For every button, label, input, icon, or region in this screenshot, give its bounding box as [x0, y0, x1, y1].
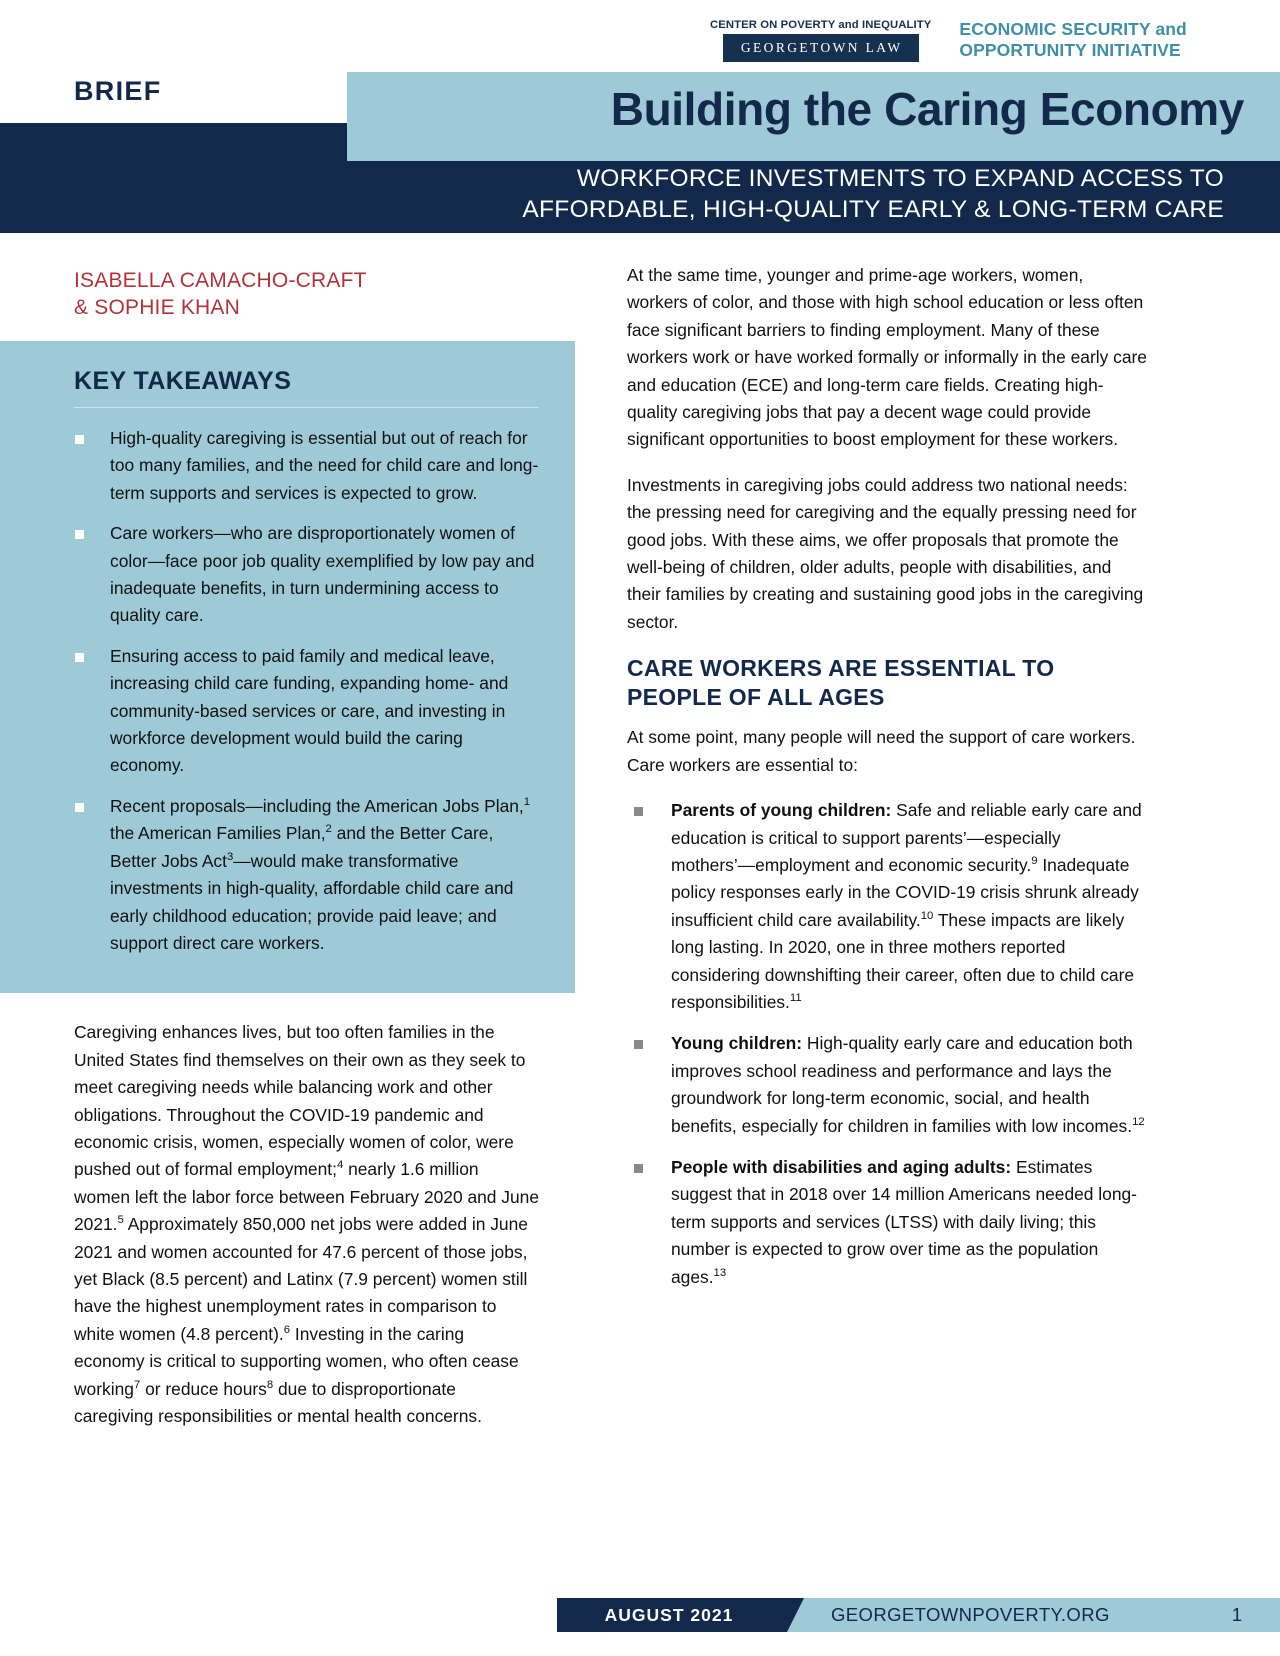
list-item [627, 797, 1147, 1016]
brief-label: BRIEF [74, 76, 162, 106]
list-item-text: Care workers—who are disproportionately women of color—face poor job quality exemplified by low pay and inadequate benefits, in turn undermining access to quality care. [110, 523, 535, 626]
list-item [74, 643, 539, 780]
care-workers-list [627, 797, 1147, 1291]
square-bullet-icon [634, 807, 643, 816]
right-column [627, 262, 1147, 1305]
list-item [627, 1154, 1147, 1291]
square-bullet-icon [75, 530, 84, 539]
paragraph: At some point, many people will need the support of care workers. Care workers are essential to: [627, 727, 1136, 775]
subtitle-line-2: AFFORDABLE, HIGH-QUALITY EARLY & LONG-TERM CARE [522, 196, 1224, 223]
georgetown-logo-block [710, 19, 945, 62]
list-item [74, 520, 539, 630]
left-body-text [0, 993, 575, 1430]
masthead-logo [710, 14, 1187, 66]
page-subtitle [330, 163, 1250, 225]
list-item-text: Recent proposals—including the American Jobs Plan,$^1$ the American Families Plan,$^2$ and the Better Care, Better Jobs Act$^3$—would make transformative investments in high-quality, affordable child care and early childhood education; provide paid leave; and support direct care workers. [110, 795, 531, 953]
page-title: Building the Caring Economy [610, 83, 1244, 135]
list-item [627, 1030, 1147, 1140]
square-bullet-icon [75, 435, 84, 444]
paragraph: Investments in caregiving jobs could address two national needs: the pressing need for caregiving and the equally pressing need for good jobs. With these aims, we offer proposals that promote the well-being of children, older adults, people with disabilities, and their families by creating and sustaining good jobs in the caregiving sector. [627, 474, 1144, 632]
list-item-text: Safe and reliable early care and education is critical to support parents’—especially mothers’—employment and economic security.$^9$ Inadequate policy responses early in the COVID-19 crisis shrunk already insufficient child care availability.$^{10}$ These impacts are likely long lasting. In 2020, one in three mothers reported considering downshifting their career, often due to child care responsibilities.$^{11}$ [671, 800, 1142, 1012]
key-takeaways-box [0, 341, 575, 993]
footer-url[interactable]: GEORGETOWNPOVERTY.ORG [787, 1598, 1206, 1632]
author-line-2: & SOPHIE KHAN [74, 295, 240, 319]
subtitle-line-1: WORKFORCE INVESTMENTS TO EXPAND ACCESS TO [576, 165, 1224, 192]
list-item-text: High-quality early care and education both improves school readiness and performance and lays the groundwork for long-term economic, social, and health benefits, especially for children in families with low incomes.$^{12}$ [671, 1033, 1145, 1136]
initiative-line-1: ECONOMIC SECURITY and [959, 19, 1187, 39]
authors [0, 262, 575, 341]
initiative-line-2: OPPORTUNITY INITIATIVE [959, 40, 1181, 60]
list-item-label: Young children: [671, 1033, 803, 1054]
list-item [74, 793, 539, 957]
list-item-text: Ensuring access to paid family and medical leave, increasing child care funding, expanding home- and community-based services or care, and investing in workforce development would build the caring economy. [110, 645, 509, 776]
paragraph: At the same time, younger and prime-age workers, women, workers of color, and those with high school education or less often face significant barriers to finding employment. Many of these workers work or have worked formally or informally in the early care and education (ECE) and long-term care fields. Creating high-quality caregiving jobs that pay a decent wage could provide significant opportunities to boost employment for these workers. [627, 265, 1147, 450]
page-number: 1 [1206, 1598, 1280, 1632]
section-heading-line-1: CARE WORKERS ARE ESSENTIAL TO [627, 655, 1055, 682]
paragraph: Caregiving enhances lives, but too often families in the United States find themselves on their own as they seek to meet caregiving needs while balancing work and other obligations. Throughout the COVID-19 pandemic and economic crisis, women, especially women of color, were pushed out of formal employment;$^4$ nearly 1.6 million women left the labor force between February 2020 and June 2021.$^5$ Approximately 850,000 net jobs were added in June 2021 and women accounted for 47.6 percent of those jobs, yet Black (8.5 percent) and Latinx (7.9 percent) women still have the highest unemployment rates in comparison to white women (4.8 percent).$^6$ Investing in the caring economy is critical to supporting women, who often cease working$^7$ or reduce hours$^8$ due to disproportionate caregiving responsibilities or mental health concerns. [74, 1022, 540, 1426]
key-takeaways-list [74, 425, 539, 957]
left-column [0, 262, 575, 1430]
section-heading-line-2: PEOPLE OF ALL AGES [627, 683, 885, 710]
georgetown-law-wordmark: GEORGETOWN LAW [723, 34, 919, 62]
center-name-text: CENTER ON POVERTY and INEQUALITY [710, 18, 932, 31]
list-item-label: Parents of young children: [671, 800, 892, 821]
list-item-label: People with disabilities and aging adults: [671, 1156, 1012, 1177]
section-heading [627, 654, 1147, 711]
author-line-1: ISABELLA CAMACHO-CRAFT [74, 269, 367, 292]
page-footer [557, 1598, 1280, 1632]
list-item-text: High-quality caregiving is essential but out of reach for too many families, and the need for child care and long-term supports and services is expected to grow. [110, 428, 539, 503]
square-bullet-icon [75, 803, 84, 812]
square-bullet-icon [634, 1040, 643, 1049]
list-item-text: Estimates suggest that in 2018 over 14 million Americans needed long-term supports and services (LTSS) with daily living; this number is expected to grow over time as the population ages.$^{13}$ [671, 1156, 1137, 1287]
footer-date: AUGUST 2021 [557, 1598, 787, 1632]
square-bullet-icon [634, 1164, 643, 1173]
list-item [74, 425, 539, 507]
square-bullet-icon [75, 653, 84, 662]
initiative-wordmark [945, 19, 1186, 61]
key-takeaways-title: KEY TAKEAWAYS [74, 367, 539, 408]
